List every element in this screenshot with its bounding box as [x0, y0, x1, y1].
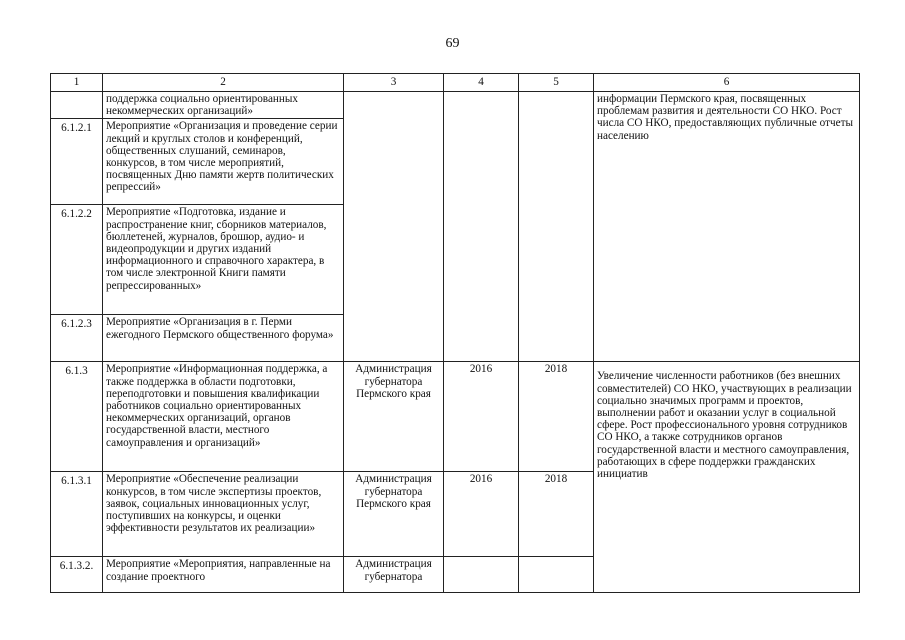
row-description: Мероприятие «Обеспечение реализации конкурсов, в том числе экспертизы проектов, заявок, социальных инновационных услуг, поступивших на конкурсы, и оценки эффективности результатов их реализации» — [103, 472, 344, 557]
row-executor: Администрация губернатора — [344, 557, 444, 593]
column-header: 3 — [344, 74, 444, 92]
row-number: 6.1.2.2 — [51, 205, 103, 315]
row-start-year — [444, 557, 519, 593]
row-executor — [344, 92, 444, 362]
row-description: Мероприятие «Информационная поддержка, а также поддержка в области подготовки, переподготовки и повышения квалификации работников социально ориентированных некоммерческих организаций, органов государственной власти, местного самоуправления и организаций» — [103, 362, 344, 472]
row-executor: Администрация губернатора Пермского края — [344, 362, 444, 472]
row-end-year: 2018 — [519, 362, 594, 472]
row-start-year: 2016 — [444, 472, 519, 557]
row-end-year — [519, 557, 594, 593]
row-result: информации Пермского края, посвященных проблемам развития и деятельности СО НКО. Рост числа СО НКО, предоставляющих публичные отчеты населению — [594, 92, 860, 362]
row-description: Мероприятие «Мероприятия, направленные на создание проектного — [103, 557, 344, 593]
row-start-year — [444, 92, 519, 362]
row-result: Увеличение численности работников (без внешних совместителей) СО НКО, участвующих в реализации социально значимых программ и проектов, выполнении работ и оказании услуг в социальной сфере. Рост профессионального уровня сотрудников СО НКО, а также сотрудников органов государственной власти и местного самоуправления, работающих в сфере поддержки гражданских инициатив — [594, 362, 860, 593]
row-description: Мероприятие «Организация в г. Перми ежегодного Пермского общественного форума» — [103, 315, 344, 362]
column-header: 1 — [51, 74, 103, 92]
table-row — [51, 362, 860, 472]
plan-table — [50, 73, 860, 593]
column-header: 6 — [594, 74, 860, 92]
row-number: 6.1.3.1 — [51, 472, 103, 557]
row-end-year — [519, 92, 594, 362]
table-header-row — [51, 74, 860, 92]
row-number: 6.1.2.1 — [51, 119, 103, 205]
row-number: 6.1.3 — [51, 362, 103, 472]
row-number: 6.1.3.2. — [51, 557, 103, 593]
column-header: 5 — [519, 74, 594, 92]
row-description: Мероприятие «Подготовка, издание и распространение книг, сборников материалов, бюллетеней, журналов, брошюр, аудио- и видеопродукции и других изданий информационного и справочного характера, в том числе электронной Книги памяти репрессированных» — [103, 205, 344, 315]
row-number — [51, 92, 103, 119]
table-row — [51, 92, 860, 119]
row-description: поддержка социально ориентированных некоммерческих организаций» — [103, 92, 344, 119]
column-header: 4 — [444, 74, 519, 92]
row-executor: Администрация губернатора Пермского края — [344, 472, 444, 557]
row-start-year: 2016 — [444, 362, 519, 472]
row-number: 6.1.2.3 — [51, 315, 103, 362]
column-header: 2 — [103, 74, 344, 92]
page-number: 69 — [445, 36, 460, 51]
row-end-year: 2018 — [519, 472, 594, 557]
row-description: Мероприятие «Организация и проведение серии лекций и круглых столов и конференций, общественных слушаний, семинаров, конкурсов, в том числе мероприятий, посвященных Дню памяти жертв политических репрессий» — [103, 119, 344, 205]
